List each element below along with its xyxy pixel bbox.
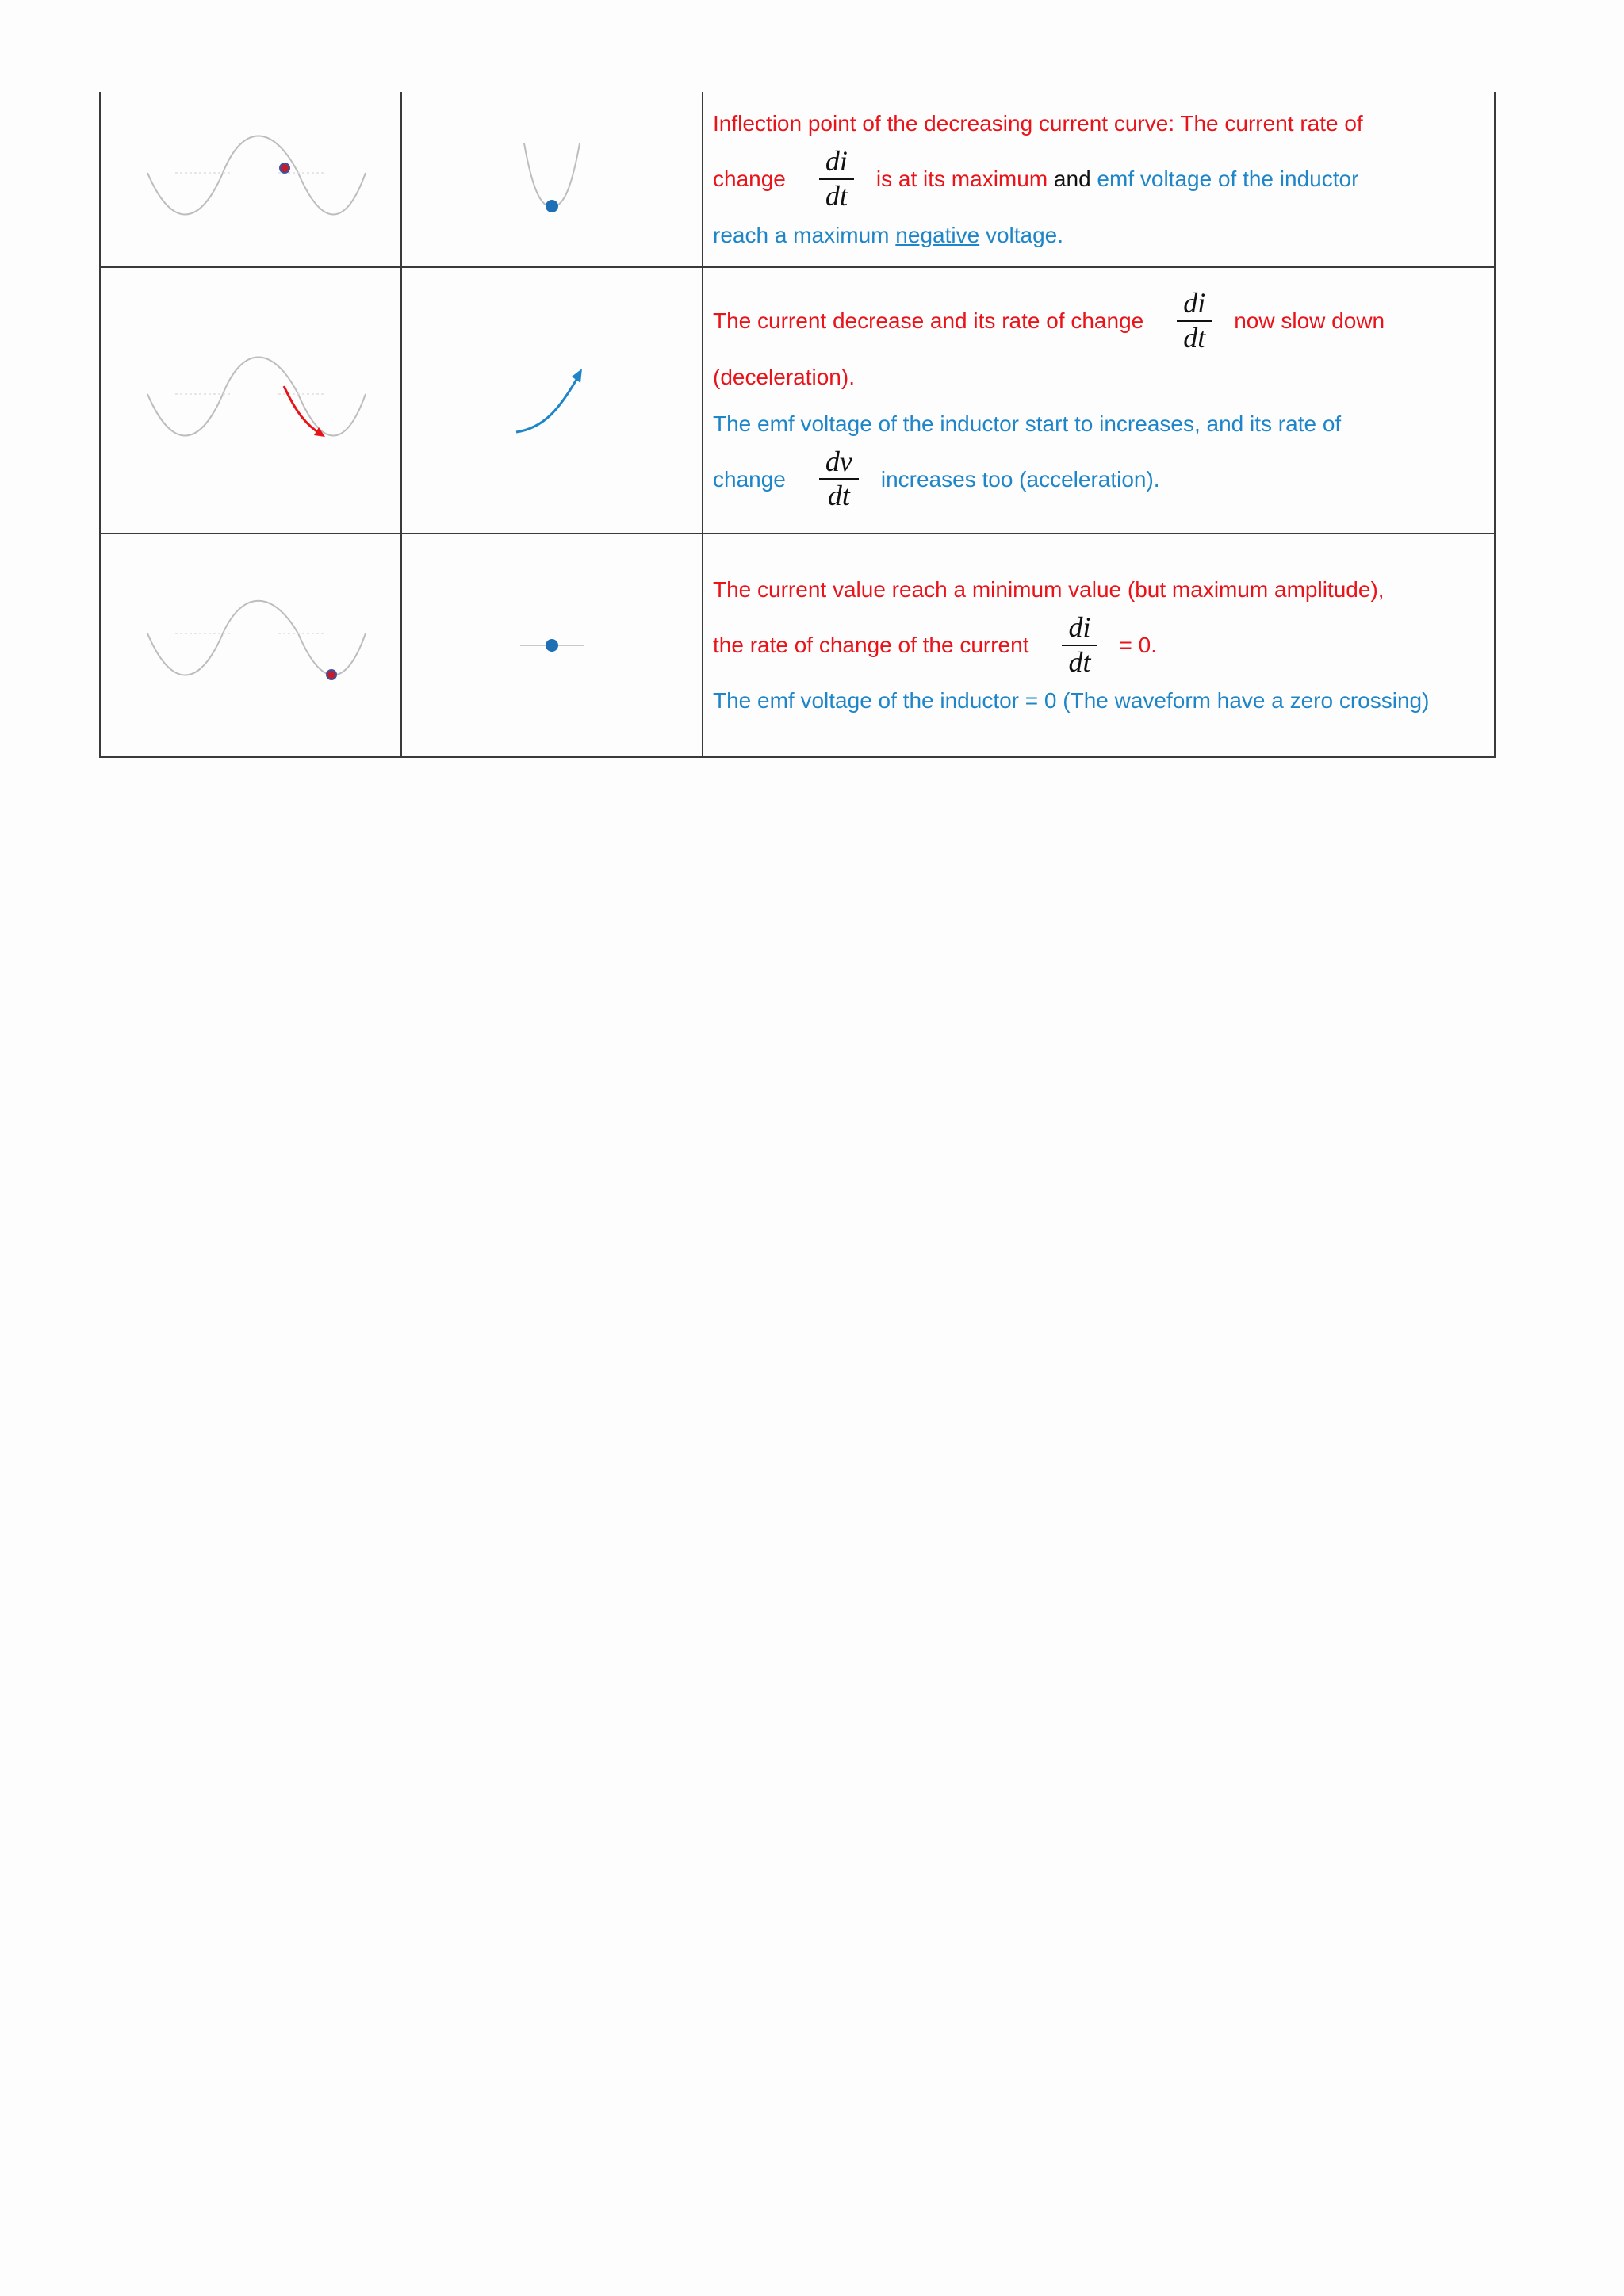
voltage-trough-icon [496,124,607,235]
inductor-waveform-table [99,92,1496,758]
sine-wave-point-inflection-icon [132,124,370,235]
di-dt-fraction: $\frac{di}{dt}$ [1062,613,1097,678]
sine-wave-minimum-point-icon [132,590,370,701]
voltage-waveform-cell [401,92,703,267]
current-waveform-cell [100,267,401,534]
table-row [100,92,1495,267]
current-waveform-cell [100,534,401,757]
row1-line1: Inflection point of the decreasing current curve: The current rate of [713,111,1363,136]
voltage-waveform-cell [401,534,703,757]
dv-dt-fraction: $\frac{dv}{dt}$ [819,447,859,512]
di-dt-fraction: $\frac{di}{dt}$ [819,147,854,212]
description-cell: The current value reach a minimum value (but maximum amplitude), the rate of change of the current $\frac{di}{dt}$ = 0. The emf voltage of the inductor = 0 (The waveform have a zero crossing) [703,534,1495,757]
voltage-rising-arrow-icon [496,345,607,456]
table-row [100,534,1495,757]
description-cell: The current decrease and its rate of change $\frac{di}{dt}$ now slow down (deceleration). The emf voltage of the inductor start to increases, and its rate of change $\frac{dv}{dt}$ increases too (acceleration). [703,267,1495,534]
table-row [100,267,1495,534]
negative-emphasis: negative [895,222,980,247]
sine-wave-decreasing-arrow-icon [132,345,370,456]
voltage-zero-crossing-icon [496,590,607,701]
description-cell: Inflection point of the decreasing current curve: The current rate of change $\frac{di}{dt}$ is at its maximum and emf voltage of the inductor reach a maximum negative voltage. [703,92,1495,267]
current-waveform-cell [100,92,401,267]
di-dt-fraction: $\frac{di}{dt}$ [1177,289,1212,354]
row1-change-label: change [713,166,786,192]
voltage-waveform-cell [401,267,703,534]
